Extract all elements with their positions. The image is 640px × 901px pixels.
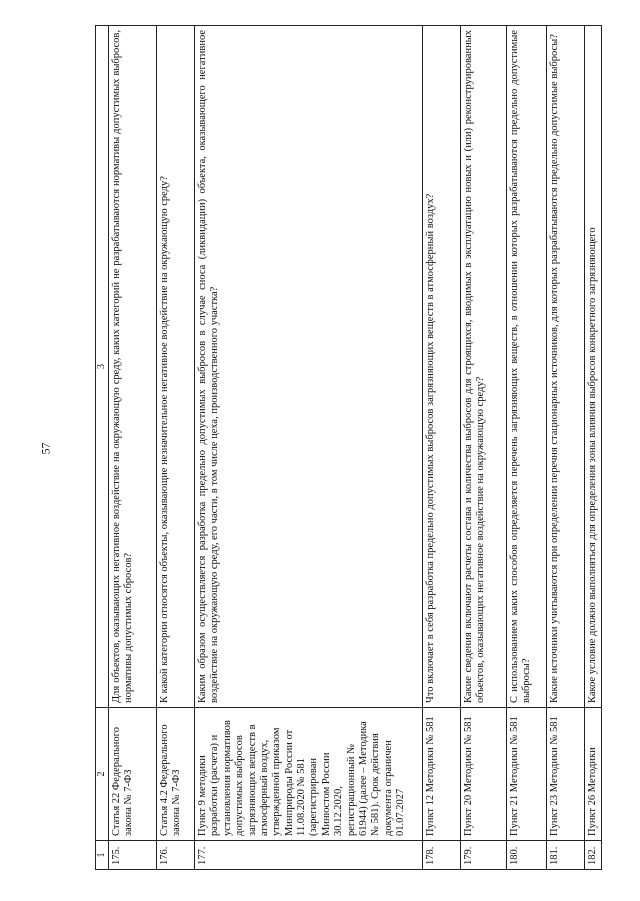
row-question: Каким образом осуществляется разработка предельно допустимых выбросов в случае сноса (ликвидации) объекта, оказывающего негативное воздействие на окружающую среду, его части, в том числе цеха, производственного участка? [195,26,423,708]
row-number: 177. [195,841,423,870]
row-question: Какое условие должно выполняться для определения зоны влияния выбросов конкретного загрязняющего [585,26,602,708]
row-number: 179. [461,841,507,870]
table-row [195,26,423,870]
questions-table [95,25,602,870]
table-header-row [96,26,109,870]
rotated-page [95,25,598,870]
table-row [157,26,195,870]
row-number: 175. [109,841,157,870]
header-col-2: 2 [96,708,109,841]
header-col-3: 3 [96,26,109,708]
row-source: Пункт 21 Методики № 581 [507,708,547,841]
header-col-1: 1 [96,841,109,870]
table-row [423,26,461,870]
row-question: Что включает в себя разработка предельно допустимых выбросов загрязняющих веществ в атмосферный воздух? [423,26,461,708]
table-row [585,26,602,870]
row-source: Статья 22 Федерального закона № 7-ФЗ [109,708,157,841]
row-number: 181. [547,841,585,870]
row-number: 178. [423,841,461,870]
row-source: Пункт 26 Методики [585,708,602,841]
row-question: Какие сведения включают расчеты состава и количества выбросов для строящихся, вводимых в эксплуатацию новых и (или) реконструированных объектов, оказывающих негативное воздействие на окружающую среду? [461,26,507,708]
row-source: Пункт 12 Методики № 581 [423,708,461,841]
page-number: 57 [38,442,53,455]
row-number: 180. [507,841,547,870]
row-question: Для объектов, оказывающих негативное воздействие на окружающую среду, каких категорий не разрабатываются нормативы допустимых выбросов, нормативы допустимых сбросов? [109,26,157,708]
row-question: К какой категории относятся объекты, оказывающие незначительное негативное воздействие на окружающую среду? [157,26,195,708]
table-row [547,26,585,870]
row-question: С использованием каких способов определяется перечень загрязняющих веществ, в отношении которых разрабатываются предельно допустимые выбросы? [507,26,547,708]
row-source: Пункт 23 Методики № 581 [547,708,585,841]
table-row [109,26,157,870]
row-question: Какие источники учитываются при определении перечня стационарных источников, для которых разрабатываются предельно допустимые выбросы? [547,26,585,708]
row-source: Пункт 9 методики разработки (расчета) и установления нормативов допустимых выбросов загрязняющих веществ в атмосферный воздух, утвержденной приказом Минприроды России от 11.08.2020 № 581 (зарегистрирован Минюстом России 30.12.2020, регистрационный № 61944) (далее – Методика № 581). Срок действия документа ограничен 01.07.2027 [195,708,423,841]
row-number: 176. [157,841,195,870]
row-number: 182. [585,841,602,870]
table-row [461,26,507,870]
row-source: Пункт 20 Методики № 581 [461,708,507,841]
row-source: Статья 4.2 Федерального закона № 7-ФЗ [157,708,195,841]
table-row [507,26,547,870]
